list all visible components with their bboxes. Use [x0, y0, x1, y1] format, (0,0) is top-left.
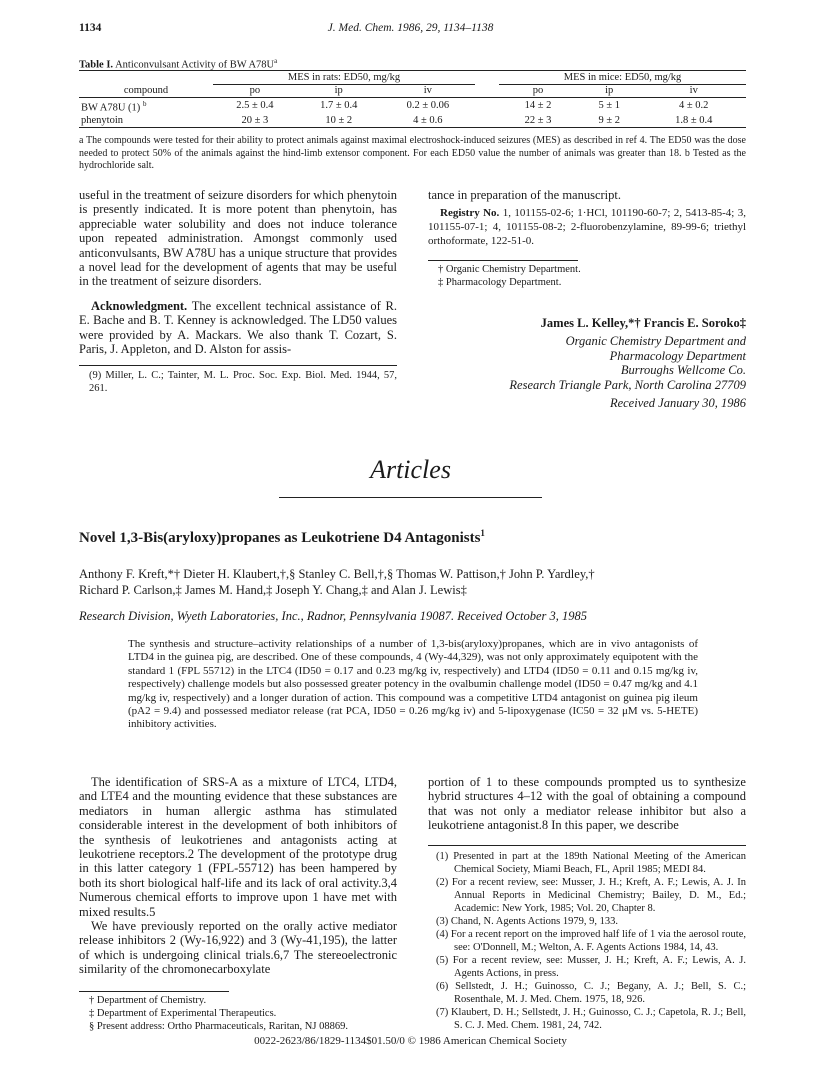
- col-compound: compound: [79, 85, 213, 98]
- paragraph: useful in the treatment of seizure disorders for which phenytoin is presently indicated. It is more potent than phenytoin, has appreciable water solubility and does not induce tolerance upon repeated administration. Amongst commonly used anticonvulsants, BW A78U has a unique structure that provides a novel lead for the development of agents that may be useful in the treatment of seizure disorders.: [79, 188, 397, 289]
- body-right-column: [428, 775, 746, 1032]
- paragraph: The identification of SRS-A as a mixture of LTC4, LTD4, and LTE4 and the mounting evidence that these substances are mediators in human allergic asthma has stimulated considerable interest in the development of both inhibitors of the synthesis of leukotrienes and antagonists acting at leukotriene receptors.2 The development of the prototype drug in this latter category 1 (FPL-55712) has been hampered by both its short biological half-life and its lack of oral activity.3,4 Numerous chemical efforts to improve upon 1 have met with mixed results.5: [79, 775, 397, 919]
- abstract: The synthesis and structure–activity relationships of a number of 1,3-bis(aryloxy)propanes, which are in vivo antagonists of LTD4 in the guinea pig, are described. One of these compounds, 4 (Wy-44,329), was not only approximately equipotent with the standard 1 (FPL 55712) in the LTC4 (ID50 = 0.17 and 0.23 mg/kg iv, respectively) and LTD4 (ID50 = 0.11 and 0.15 mg/kg iv, respectively) challenge models but also possessed greater potency in the ovalbumin challenge model (ID50 = 0.47 mg/kg and 4.1 mg/kg iv, respectively) and a longer duration of action. This compound was a competitive LTD4 antagonist on guinea pig ileum (pA2 = 9.4) and possessed mediator release (rat PCA, ID50 = 0.26 mg/kg iv) and 5-lipoxygenase (IC50 = 32 μM vs. 5-HETE) inhibitory activities.: [128, 638, 698, 731]
- col-route: po: [499, 85, 577, 98]
- cell: 2.5 ± 0.4: [236, 100, 274, 112]
- divider: [428, 845, 746, 846]
- table-row: [79, 115, 746, 128]
- divider: [428, 260, 578, 261]
- institution-line: Research Triangle Park, North Carolina 27709: [509, 377, 746, 392]
- institution-line: Burroughs Wellcome Co.: [620, 363, 746, 378]
- affiliation-note: § Present address: Ortho Pharmaceuticals, Raritan, NJ 08869.: [89, 1020, 348, 1032]
- cell: 1.8 ± 0.4: [641, 115, 746, 128]
- paragraph: portion of 1 to these compounds prompted us to synthesize hybrid structures 4–12 with the goal of obtaining a compound that was not only a mediator release inhibitor but also a leukotriene antagonist.8 In this paper, we describe: [428, 775, 746, 833]
- ack-heading: Acknowledgment.: [91, 298, 188, 313]
- prev-article-right-column: [428, 188, 746, 289]
- registry-numbers: [428, 207, 746, 248]
- affiliation-note: † Department of Chemistry.: [89, 994, 207, 1006]
- col-route: iv: [641, 85, 746, 98]
- col-route: iv: [381, 85, 475, 98]
- acknowledgment: [79, 299, 397, 357]
- authors-line: Anthony F. Kreft,*† Dieter H. Klaubert,†,§ Stanley C. Bell,†,§ Thomas W. Pattison,† John P. Yardley,†: [79, 567, 595, 581]
- reference: (4) For a recent report on the improved half life of 1 via the aerosol route, see: O'Donnell, M.; Welton, A. F. Agents Actions 1984, 14, 43.: [436, 928, 746, 953]
- institution-line: Organic Chemistry Department and: [565, 334, 746, 349]
- affiliation-note: ‡ Department of Experimental Therapeutics.: [89, 1007, 277, 1019]
- group-mice: MES in mice: ED50, mg/kg: [499, 71, 746, 85]
- table-label: Table I.: [79, 59, 114, 71]
- table-caption-sup: a: [274, 57, 278, 65]
- divider: [79, 365, 397, 366]
- registry-text: 1, 101155-02-6; 1·HCl, 101190-60-7; 2, 5413-85-4; 3, 101155-07-1; 4, 101155-08-2; 2-fluorobenzylamine, 89-99-6; triethyl orthoformate, 122-51-0.: [428, 207, 746, 247]
- reference: (1) Presented in part at the 189th National Meeting of the American Chemical Society, Miami Beach, FL, April 1985; MEDI 84.: [436, 850, 746, 875]
- institution-line: Pharmacology Department: [609, 348, 746, 363]
- table-footnote: a The compounds were tested for their ability to protect animals against maximal electroshock-induced seizures (MES) as described in ref 4. The ED50 was the dose needed to protect 50% of the animals against the hind-limb extensor component. For each ED50 value the number of animals was greater than 18. b Tested as the hydrochloride salt.: [79, 135, 746, 171]
- page-number: 1134: [79, 22, 102, 34]
- table-title: [79, 57, 277, 71]
- references-list: [428, 850, 746, 1032]
- divider: [79, 991, 229, 992]
- col-route: ip: [577, 85, 642, 98]
- reference: (5) For a recent review, see: Musser, J. H.; Kreft, A. F.; Lewis, A. J. Agents Actions, in press.: [436, 954, 746, 979]
- reference: (3) Chand, N. Agents Actions 1979, 9, 133.: [436, 915, 618, 927]
- cell: 22 ± 3: [499, 115, 577, 128]
- affiliation-note: † Organic Chemistry Department.: [438, 264, 581, 276]
- received-date: Received January 30, 1986: [609, 396, 746, 411]
- table-row: [79, 98, 746, 115]
- article-authors: [79, 566, 746, 598]
- body-left-column: [79, 775, 397, 1033]
- authors-line: Richard P. Carlson,‡ James M. Hand,‡ Joseph Y. Chang,‡ and Alan J. Lewis‡: [79, 583, 467, 597]
- copyright-footer: 0022-2623/86/1829-1134$01.50/0 © 1986 American Chemical Society: [254, 1035, 567, 1047]
- article-title: Novel 1,3-Bis(aryloxy)propanes as Leukotriene D4 Antagonists$^1$: [79, 528, 485, 546]
- col-route: ip: [297, 85, 381, 98]
- reference: (2) For a recent review, see: Musser, J. H.; Kreft, A. F.; Lewis, A. J. In Annual Reports in Medicinal Chemistry; Bailey, D. M., Ed.; Academic: New York, 1985; Vol. 20, Chapter 8.: [436, 876, 746, 914]
- cell: 10 ± 2: [297, 115, 381, 128]
- group-rats: MES in rats: ED50, mg/kg: [213, 71, 475, 85]
- col-route: po: [213, 85, 297, 98]
- article-affiliation: Research Division, Wyeth Laboratories, Inc., Radnor, Pennsylvania 19087. Received October 3, 1985: [79, 609, 588, 623]
- cell: 4 ± 0.2: [679, 100, 709, 112]
- prev-article-left-column: [79, 188, 397, 395]
- cell: 0.2 ± 0.06: [406, 100, 450, 112]
- cell: 20 ± 3: [213, 115, 297, 128]
- cell-compound: phenytoin: [79, 115, 213, 128]
- ack-text: The excellent technical assistance of R. E. Bache and B. T. Kenney is acknowledged. The LD50 values were provided by A. Mackars. We also thank T. Cozart, S. Paris, J. Appleton, and D. Alston for assis-: [79, 298, 397, 357]
- table-caption: Anticonvulsant Activity of BW A78U: [115, 59, 275, 71]
- affiliation-note: ‡ Pharmacology Department.: [438, 277, 562, 289]
- registry-heading: Registry No.: [440, 207, 500, 220]
- prev-article-signature: [428, 316, 746, 410]
- anticonvulsant-table: [79, 70, 746, 128]
- cell: 9 ± 2: [577, 115, 642, 128]
- journal-header: J. Med. Chem. 1986, 29, 1134–1138: [327, 22, 494, 34]
- reference: (7) Klaubert, D. H.; Sellstedt, J. H.; Guinosso, C. J.; Capetola, R. J.; Bell, S. C. J. Med. Chem. 1981, 24, 742.: [436, 1006, 746, 1031]
- reference-9: (9) Miller, L. C.; Tainter, M. L. Proc. Soc. Exp. Biol. Med. 1944, 57, 261.: [89, 370, 397, 395]
- prev-authors: James L. Kelley,*† Francis E. Soroko‡: [540, 316, 746, 330]
- paragraph: We have previously reported on the orally active mediator release inhibitors 2 (Wy-16,922) and 3 (Wy-41,195), the latter of which is undergoing clinical trials.6,7 The stereoelectronic similarity of the chromonecarboxylate: [79, 919, 397, 977]
- cell: 1.7 ± 0.4: [320, 100, 358, 112]
- section-heading: Articles: [370, 455, 451, 484]
- cell: 5 ± 1: [598, 100, 620, 112]
- section-rule: [279, 497, 542, 498]
- paragraph: tance in preparation of the manuscript.: [428, 188, 621, 202]
- cell: 14 ± 2: [524, 100, 552, 112]
- cell-compound: BW A78U (1) $^b$: [81, 100, 147, 114]
- cell: 4 ± 0.6: [381, 115, 475, 128]
- reference: (6) Sellstedt, J. H.; Guinosso, C. J.; Begany, A. J.; Bell, S. C.; Rosenthale, M. J. Med. Chem. 1975, 18, 926.: [436, 980, 746, 1005]
